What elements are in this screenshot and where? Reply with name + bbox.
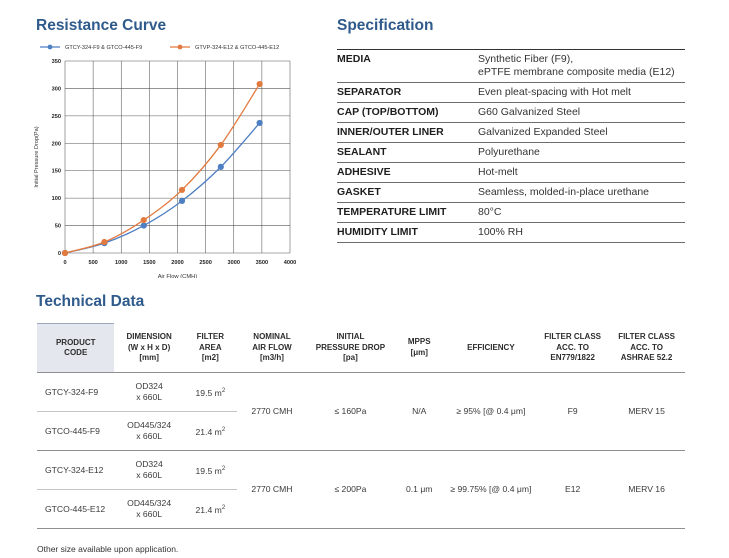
series-line: [65, 123, 260, 253]
spec-row: [337, 123, 685, 143]
spec-row: [337, 203, 685, 223]
filter-area: [184, 451, 237, 490]
filter-area-value: 19.5 m: [195, 387, 222, 398]
spec-value-line: Even pleat-spacing with Hot melt: [478, 86, 631, 98]
column-header-line: ACC. TO: [556, 342, 590, 352]
nominal-air-flow: 2770 CMH: [237, 373, 307, 451]
spec-value-line: 100% RH: [478, 226, 523, 238]
filter-class-ashrae: MERV 15: [608, 373, 685, 451]
column-header-line: DIMENSION: [126, 332, 172, 341]
dimension-line: x 660L: [136, 509, 163, 519]
spec-key: GASKET: [337, 183, 478, 203]
x-tick-label: 3500: [255, 260, 269, 266]
filter-area-value: 21.4 m: [195, 504, 222, 515]
product-code: GTCY-324-E12: [37, 451, 114, 490]
column-header-line: INITIAL: [336, 332, 365, 341]
spec-row: [337, 143, 685, 163]
product-code: GTCO-445-E12: [37, 490, 114, 529]
spec-key: TEMPERATURE LIMIT: [337, 203, 478, 223]
column-header-line: [m3/h]: [259, 353, 284, 362]
resistance-curve-chart: [28, 38, 308, 278]
spec-value-line: Galvanized Expanded Steel: [478, 126, 608, 138]
y-tick-label: 300: [51, 86, 61, 93]
series-line: [65, 84, 260, 253]
dimension: [114, 451, 183, 490]
dimension: [114, 412, 183, 451]
column-header-line: NOMINAL: [253, 332, 291, 341]
filter-area-unit-exponent: 2: [221, 465, 226, 472]
dimension-line: x 660L: [136, 392, 163, 402]
y-tick-label: 150: [51, 168, 61, 175]
y-tick-label: 0: [57, 251, 61, 257]
legend-label: GTVP-324-E12 & GTCO-445-E12: [195, 45, 280, 51]
product-code: GTCY-324-F9: [37, 373, 114, 412]
column-header-line: AIR FLOW: [252, 342, 292, 352]
spec-row: [337, 103, 685, 123]
dimension: [114, 373, 183, 412]
filter-class-en: E12: [537, 451, 608, 529]
column-header-line: CODE: [64, 348, 88, 357]
spec-value-line: Synthetic Fiber (F9),: [478, 53, 574, 65]
spec-value: [478, 50, 685, 83]
data-point: [179, 187, 185, 193]
technical-data-title: Technical Data: [36, 293, 145, 310]
product-code: GTCO-445-F9: [37, 412, 114, 451]
legend-marker: [48, 45, 53, 50]
spec-row: [337, 83, 685, 103]
filter-area-unit-exponent: 2: [221, 426, 226, 433]
column-header-line: PRODUCT: [55, 337, 96, 347]
initial-pressure-drop: ≤ 200Pa: [307, 451, 394, 529]
table-row: [37, 451, 685, 490]
data-point: [141, 222, 147, 228]
filter-area-value: 19.5 m: [195, 465, 222, 476]
column-header-line: ACC. TO: [630, 342, 663, 352]
specification-title: Specification: [337, 17, 434, 34]
x-tick-label: 4000: [283, 260, 297, 266]
column-header: [237, 324, 307, 373]
column-header: [608, 324, 685, 373]
efficiency: ≥ 95% [@ 0.4 μm]: [445, 373, 538, 451]
spec-row: [337, 163, 685, 183]
mpps: 0.1 μm: [394, 451, 445, 529]
spec-value-line: G60 Galvanized Steel: [478, 106, 581, 118]
y-axis-label: Initial Pressure Drop(Pa): [34, 126, 40, 188]
dimension-line: OD445/324: [127, 498, 172, 508]
column-header: [307, 324, 394, 373]
column-header-line: FILTER: [196, 332, 225, 341]
column-header-line: EN779/1822: [550, 353, 595, 362]
y-tick-label: 200: [51, 141, 61, 148]
x-axis-label: Air Flow (CMH): [157, 274, 198, 278]
spec-value-line: Seamless, molded-in-place urethane: [478, 186, 650, 198]
column-header-line: FILTER CLASS: [618, 332, 675, 341]
column-header-line: [pa]: [343, 353, 358, 362]
x-tick-label: 2500: [199, 260, 212, 266]
x-tick-label: 1000: [115, 260, 128, 266]
filter-class-ashrae: MERV 16: [608, 451, 685, 529]
column-header: [114, 324, 183, 373]
y-tick-label: 50: [54, 223, 61, 230]
efficiency: ≥ 99.75% [@ 0.4 μm]: [445, 451, 538, 529]
filter-area: [184, 412, 237, 451]
nominal-air-flow: 2770 CMH: [237, 451, 307, 529]
column-header: [184, 324, 237, 373]
filter-area-unit-exponent: 2: [221, 504, 226, 511]
spec-value: [478, 83, 685, 103]
column-header-line: [m2]: [201, 353, 219, 362]
data-point: [218, 142, 224, 148]
legend-label: GTCY-324-F9 & GTCO-445-F9: [65, 45, 143, 51]
data-point: [101, 239, 107, 245]
column-header-line: EFFICIENCY: [467, 342, 515, 352]
specification-table: [337, 49, 685, 243]
spec-key: INNER/OUTER LINER: [337, 123, 478, 143]
spec-row: [337, 183, 685, 203]
dimension: [114, 490, 183, 529]
data-point: [141, 217, 147, 223]
column-header: [37, 324, 114, 373]
filter-area: [184, 373, 237, 412]
data-point: [179, 198, 185, 204]
spec-key: CAP (TOP/BOTTOM): [337, 103, 478, 123]
x-tick-label: 500: [88, 260, 98, 266]
column-header-line: AREA: [199, 342, 222, 352]
resistance-curve-title: Resistance Curve: [36, 17, 167, 34]
spec-value-line: Polyurethane: [478, 146, 540, 158]
column-header-line: [μm]: [410, 347, 428, 357]
data-point: [218, 164, 224, 170]
spec-value: [478, 223, 685, 243]
spec-value: [478, 143, 685, 163]
filter-area: [184, 490, 237, 529]
footnote: Other size available upon application.: [37, 544, 179, 554]
column-header-line: (W x H x D): [128, 342, 171, 352]
x-tick-label: 0: [63, 260, 67, 266]
spec-value-line: 80°C: [478, 206, 502, 218]
data-point: [62, 250, 68, 256]
x-tick-label: 3000: [227, 260, 240, 266]
dimension-line: x 660L: [136, 470, 163, 480]
initial-pressure-drop: ≤ 160Pa: [307, 373, 394, 451]
spec-value: [478, 203, 685, 223]
column-header: [537, 324, 608, 373]
y-tick-label: 350: [51, 59, 61, 65]
mpps: N/A: [394, 373, 445, 451]
data-point: [257, 120, 263, 126]
spec-key: HUMIDITY LIMIT: [337, 223, 478, 243]
data-point: [257, 81, 263, 87]
spec-row: [337, 50, 685, 83]
column-header-line: ASHRAE 52.2: [620, 353, 673, 362]
dimension-line: x 660L: [136, 431, 163, 441]
spec-key: ADHESIVE: [337, 163, 478, 183]
spec-value: [478, 103, 685, 123]
technical-data-table: [37, 323, 685, 529]
spec-value-line: ePTFE membrane composite media (E12): [478, 66, 675, 78]
y-tick-label: 250: [51, 113, 61, 120]
spec-key: SEALANT: [337, 143, 478, 163]
spec-value-line: Hot-melt: [478, 166, 518, 178]
x-tick-label: 2000: [171, 260, 184, 266]
column-header-line: FILTER CLASS: [544, 332, 602, 341]
table-row: [37, 373, 685, 412]
column-header-line: [mm]: [139, 353, 159, 362]
spec-row: [337, 223, 685, 243]
spec-value: [478, 123, 685, 143]
dimension-line: OD324: [135, 381, 163, 391]
column-header: [445, 324, 538, 373]
dimension-line: OD445/324: [127, 420, 172, 430]
filter-class-en: F9: [537, 373, 608, 451]
spec-key: MEDIA: [337, 50, 478, 83]
column-header-line: PRESSURE DROP: [315, 342, 386, 352]
spec-value: [478, 183, 685, 203]
x-tick-label: 1500: [143, 260, 156, 266]
spec-key: SEPARATOR: [337, 83, 478, 103]
dimension-line: OD324: [135, 459, 163, 469]
column-header-line: MPPS: [407, 337, 431, 347]
spec-value: [478, 163, 685, 183]
legend-marker: [178, 45, 183, 50]
filter-area-value: 21.4 m: [195, 426, 222, 437]
filter-area-unit-exponent: 2: [221, 387, 226, 394]
y-tick-label: 100: [51, 196, 61, 203]
column-header: [394, 324, 445, 373]
